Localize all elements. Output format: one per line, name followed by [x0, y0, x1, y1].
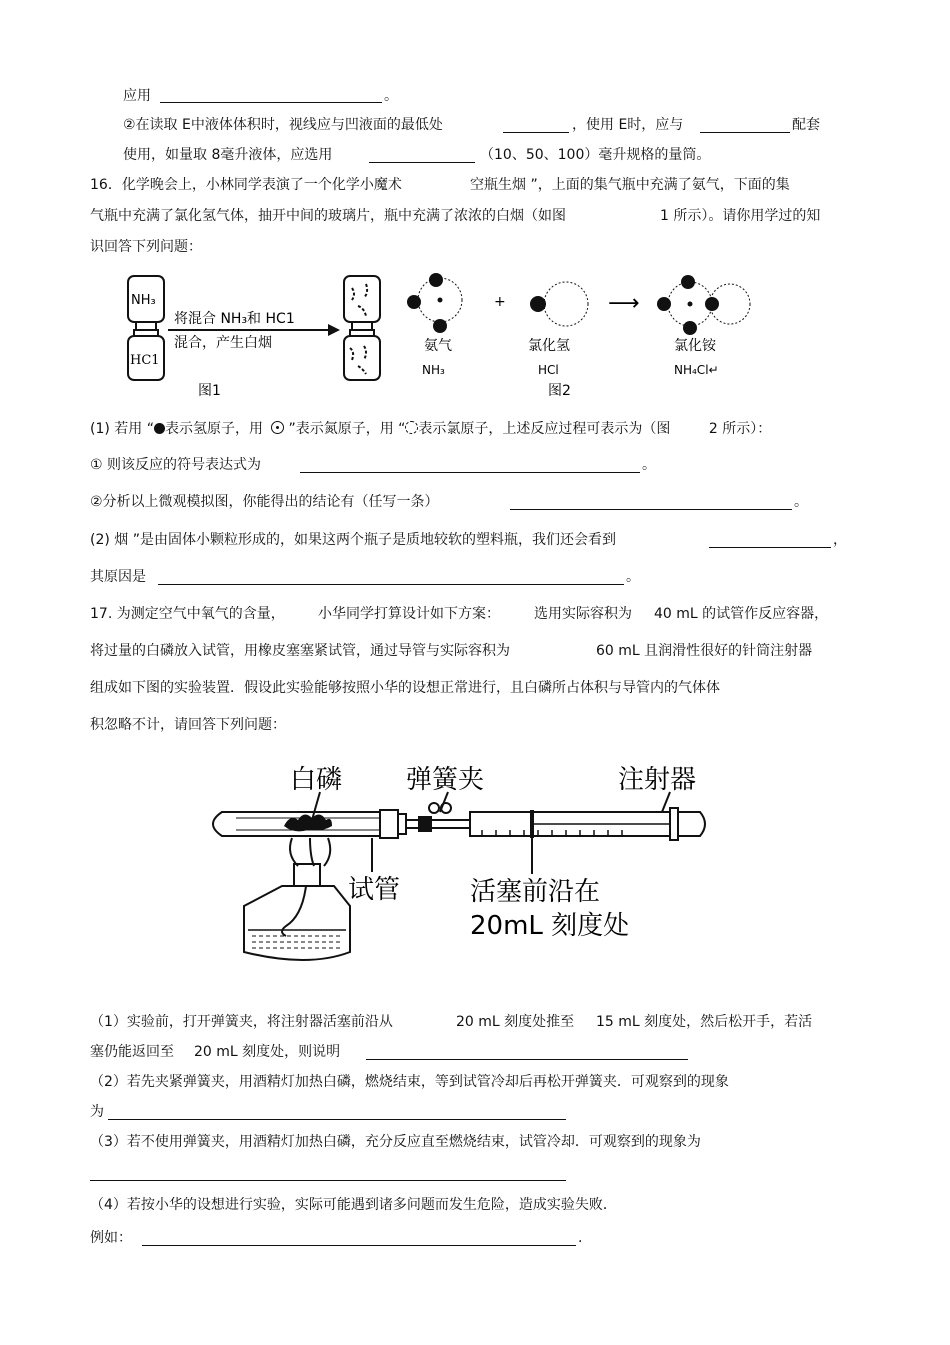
q16-p1-1: ① 则该反应的符号表达式为 [90, 457, 262, 473]
q17-l2a: 将过量的白磷放入试管，用橡皮塞塞紧试管，通过导管与实际容积为 [90, 643, 510, 659]
hcl-name: 氯化氢 [528, 338, 570, 354]
hcl-formula: HCl [538, 363, 559, 377]
answer-blank[interactable] [709, 547, 831, 548]
fig1-bottom-gas-label: HC1 [130, 353, 160, 368]
q17-s4b: 例如： [90, 1230, 132, 1246]
q16-p1-2-end: 。 [794, 494, 808, 510]
answer-blank[interactable] [108, 1119, 566, 1120]
chlorine-atom-icon [405, 421, 418, 434]
q16-p1-line: (1) 若用 “ 表示氢原子，用 ”表示氮原子，用 “ 表示氯原子，上述反应过程可表示为（图 2 所示）： [90, 421, 772, 437]
syringe [470, 808, 705, 840]
q16-intro3: 识回答下列问题： [90, 239, 202, 255]
answer-blank[interactable] [300, 472, 640, 473]
q17-l1d: 40 mL 的试管作反应容器， [654, 606, 829, 622]
answer-blank[interactable] [503, 132, 569, 133]
q17-l3: 组成如下图的实验装置．假设此实验能够按照小华的设想正常进行，且白磷所占体积与导管内的气体体 [90, 680, 720, 696]
q16-p2a-end: ， [833, 532, 847, 548]
q16-p2b-end: 。 [626, 569, 640, 585]
nh3-molecule [407, 273, 462, 333]
fig1-caption: 图1 [198, 383, 221, 399]
answer-blank[interactable] [700, 132, 790, 133]
q17-s2a: （2）若先夹紧弹簧夹，用酒精灯加热白磷，燃烧结束，等到试管冷却后再松开弹簧夹．可观察到的现象 [90, 1074, 729, 1090]
q15-line3b: （10、50、100）毫升规格的量筒。 [480, 147, 711, 163]
nitrogen-atom-icon [271, 421, 284, 434]
label-spring-clip: 弹簧夹 [406, 765, 485, 795]
answer-blank[interactable] [369, 162, 475, 163]
hcl-molecule [530, 282, 588, 326]
q16-p1-2: ②分析以上微观模拟图，你能得出的结论有（任写一条） [90, 494, 439, 510]
q15-line3a: 使用，如量取 8毫升液体，应选用 [123, 147, 333, 163]
q16-p2b: 其原因是 [90, 569, 146, 585]
q15-line1-end: 。 [384, 88, 398, 104]
q16-intro2a: 气瓶中充满了氯化氢气体，抽开中间的玻璃片，瓶中充满了浓浓的白烟（如图 [90, 208, 566, 224]
answer-blank[interactable] [160, 102, 382, 103]
label-syringe: 注射器 [618, 765, 697, 795]
answer-blank[interactable] [158, 584, 624, 585]
q15-line2b: ，使用 E时，应与 [572, 117, 684, 133]
label-test-tube: 试管 [348, 875, 401, 905]
q16-p2a: (2) 烟 ”是由固体小颗粒形成的，如果这两个瓶子是质地较软的塑料瓶，我们还会看到 [90, 532, 616, 548]
q17-s3: （3）若不使用弹簧夹，用酒精灯加热白磷，充分反应直至燃烧结束，试管冷却．可观察到的现象为 [90, 1134, 701, 1150]
nh4cl-name: 氯化铵 [674, 338, 716, 354]
q17-l1c: 选用实际容积为 [534, 606, 632, 622]
q17-l4: 积忽略不计，请回答下列问题： [90, 717, 286, 733]
q16-figure [118, 268, 768, 403]
spring-clip-icon [418, 816, 432, 832]
fig1-top-gas-label: NH₃ [131, 293, 156, 308]
label-piston-note2: 20mL 刻度处 [470, 911, 630, 941]
q17-apparatus-figure [200, 756, 740, 986]
q17-s1a: （1）实验前，打开弹簧夹，将注射器活塞前沿从 [90, 1014, 393, 1030]
label-piston-note1: 活塞前沿在 [470, 877, 601, 907]
q16-intro1a: 16．化学晚会上，小林同学表演了一个化学小魔术 [90, 177, 402, 193]
nh3-name: 氨气 [424, 338, 452, 354]
q17-s1c: 15 mL 刻度处，然后松开手，若活 [596, 1014, 813, 1030]
q17-s4b-end: . [578, 1230, 583, 1246]
q17-s1d: 塞仍能返回至 [90, 1044, 174, 1060]
plus-sign: + [494, 294, 506, 310]
q17-l1a: 17. 为测定空气中氧气的含量， [90, 606, 285, 622]
fig2-caption: 图2 [548, 383, 571, 399]
fig1-arrow-text1: 将混合 NH₃和 HC1 [174, 311, 295, 327]
white-phosphorus-pile [284, 814, 332, 831]
nh4cl-molecule [657, 275, 750, 335]
fig1-arrow-text2: 混合，产生白烟 [174, 335, 272, 351]
answer-blank[interactable] [142, 1245, 576, 1246]
q16-intro1b: 空瓶生烟 ”，上面的集气瓶中充满了氨气，下面的集 [470, 177, 790, 193]
q17-l2b: 60 mL 且润滑性很好的针筒注射器 [596, 643, 813, 659]
nh3-formula: NH₃ [422, 363, 445, 377]
hydrogen-atom-icon [154, 423, 165, 434]
q17-s1e: 20 mL 刻度处，则说明 [194, 1044, 341, 1060]
answer-blank[interactable] [510, 509, 792, 510]
q17-s4: （4）若按小华的设想进行实验，实际可能遇到诸多问题而发生危险，造成实验失败． [90, 1197, 617, 1213]
rubber-stopper [380, 810, 398, 838]
answer-blank[interactable] [90, 1180, 566, 1181]
q16-intro2b: 1 所示）。请你用学过的知 [660, 208, 821, 224]
reaction-arrow: ⟶ [608, 291, 640, 316]
q17-l1b: 小华同学打算设计如下方案： [318, 606, 500, 622]
q15-line1: 应用 [123, 88, 151, 104]
q17-s1b: 20 mL 刻度处推至 [456, 1014, 575, 1030]
q16-p1-1-end: 。 [642, 457, 656, 473]
alcohol-lamp [244, 838, 350, 960]
label-white-phosphorus: 白磷 [290, 765, 343, 795]
gas-jar-pair-after [344, 276, 380, 380]
answer-blank[interactable] [366, 1059, 688, 1060]
q15-line2c: 配套 [792, 117, 820, 133]
q17-s2b: 为 [90, 1104, 104, 1120]
fig1-arrow-head [328, 324, 340, 336]
q15-line2a: ②在读取 E中液体体积时，视线应与凹液面的最低处 [123, 117, 443, 133]
nh4cl-formula: NH₄Cl↵ [674, 363, 719, 377]
